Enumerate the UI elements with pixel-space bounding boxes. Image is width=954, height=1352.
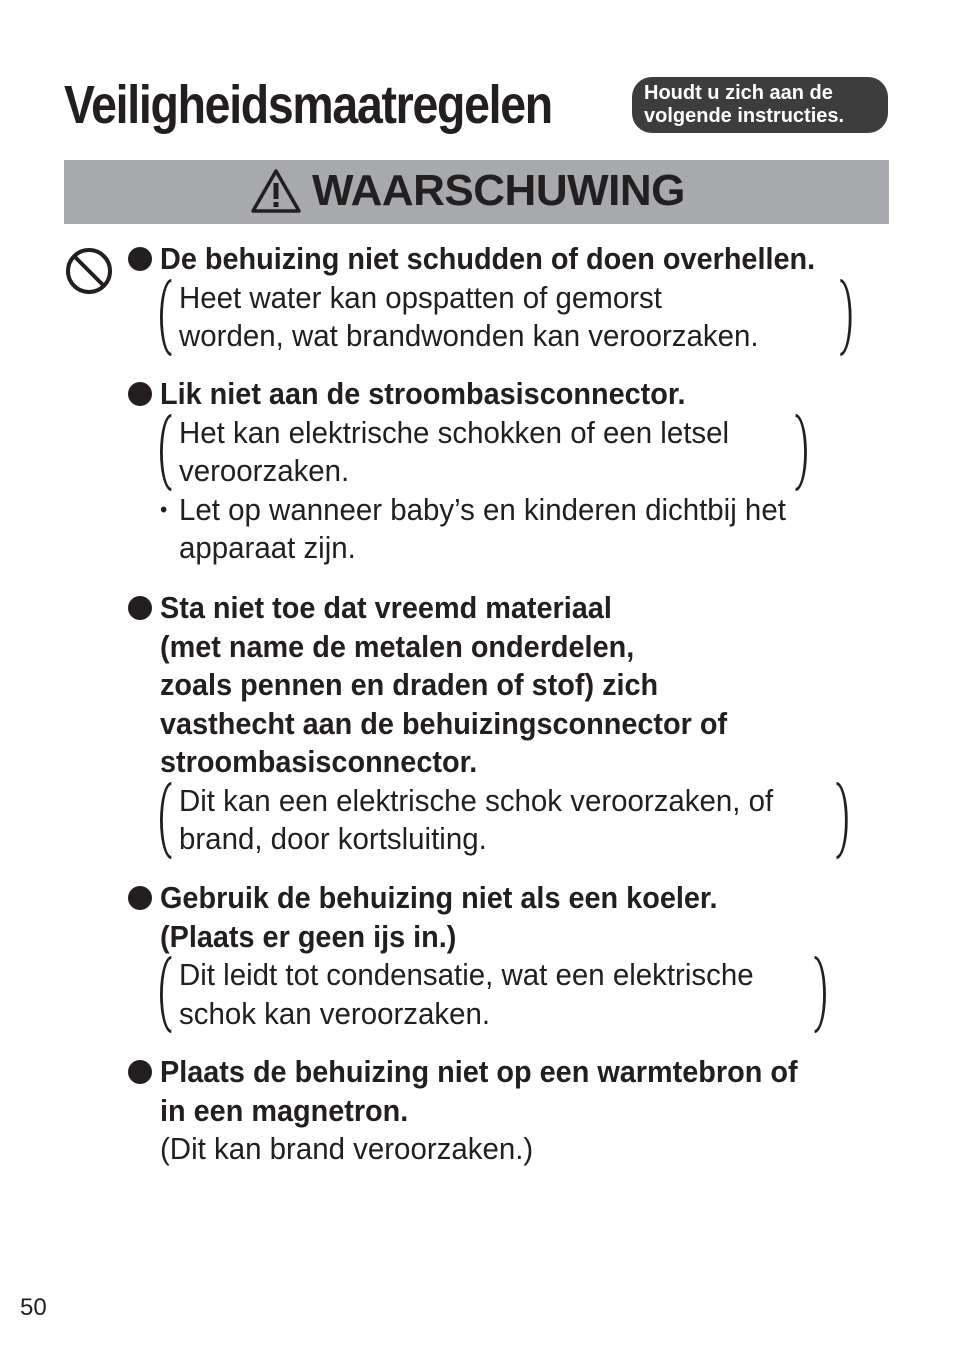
- right-paren: [796, 414, 807, 491]
- bullet-icon: [128, 247, 152, 271]
- prohibited-icon: [64, 246, 114, 296]
- warning-item-4: [128, 879, 785, 1033]
- item-heading: De behuizing niet schudden of doen overhellen.: [160, 241, 816, 276]
- warning-banner: [64, 160, 889, 224]
- warning-triangle-icon: [250, 168, 302, 214]
- item-reason: Dit kan een elektrische schok veroorzaken, of brand, door kortsluiting.: [160, 782, 773, 859]
- item-heading: Sta niet toe dat vreemd materiaal (met name de metalen onderdelen, zoals pennen en draden of stof) zich vasthecht aan de behuizingsconnector of stroombasisconnector.: [160, 590, 728, 779]
- bullet-icon: [128, 596, 152, 620]
- page-title: Veiligheidsmaatregelen: [64, 75, 552, 135]
- badge-line-1: Houdt u zich aan de: [644, 82, 833, 104]
- bullet-icon: [128, 1060, 152, 1084]
- right-paren: [815, 956, 826, 1033]
- bullet-icon: [128, 886, 152, 910]
- left-paren: [160, 279, 171, 356]
- right-paren: [836, 782, 847, 859]
- note-dot: •: [160, 496, 168, 522]
- page-number: 50: [20, 1294, 47, 1321]
- item-reason: (Dit kan brand veroorzaken.): [160, 1131, 534, 1166]
- badge-line-2: volgende instructies.: [644, 105, 845, 127]
- left-paren: [160, 414, 171, 491]
- item-heading: Lik niet aan de stroombasisconnector.: [160, 376, 686, 411]
- instruction-badge: [632, 77, 888, 133]
- left-paren: [160, 782, 171, 859]
- item-reason: Heet water kan opspatten of gemorst worden, wat brandwonden kan veroorzaken.: [160, 279, 829, 356]
- item-note: • Let op wanneer baby’s en kinderen dichtbij het apparaat zijn.: [160, 491, 786, 565]
- item-reason: Het kan elektrische schokken of een letsel veroorzaken.: [160, 414, 786, 491]
- warning-label: WAARSCHUWING: [312, 166, 685, 215]
- item-heading: Gebruik de behuizing niet als een koeler. (Plaats er geen ijs in.): [160, 880, 718, 954]
- right-paren: [840, 279, 851, 356]
- warning-item-3: [128, 589, 805, 859]
- warning-item-5: [128, 1053, 846, 1169]
- bullet-icon: [128, 382, 152, 406]
- left-paren: [160, 956, 171, 1033]
- warning-item-1: [128, 240, 864, 356]
- item-heading: Plaats de behuizing niet op een warmtebron of in een magnetron.: [160, 1054, 798, 1128]
- warning-item-2: [128, 375, 819, 568]
- item-reason: Dit leidt tot condensatie, wat een elektrische schok kan veroorzaken.: [160, 956, 754, 1033]
